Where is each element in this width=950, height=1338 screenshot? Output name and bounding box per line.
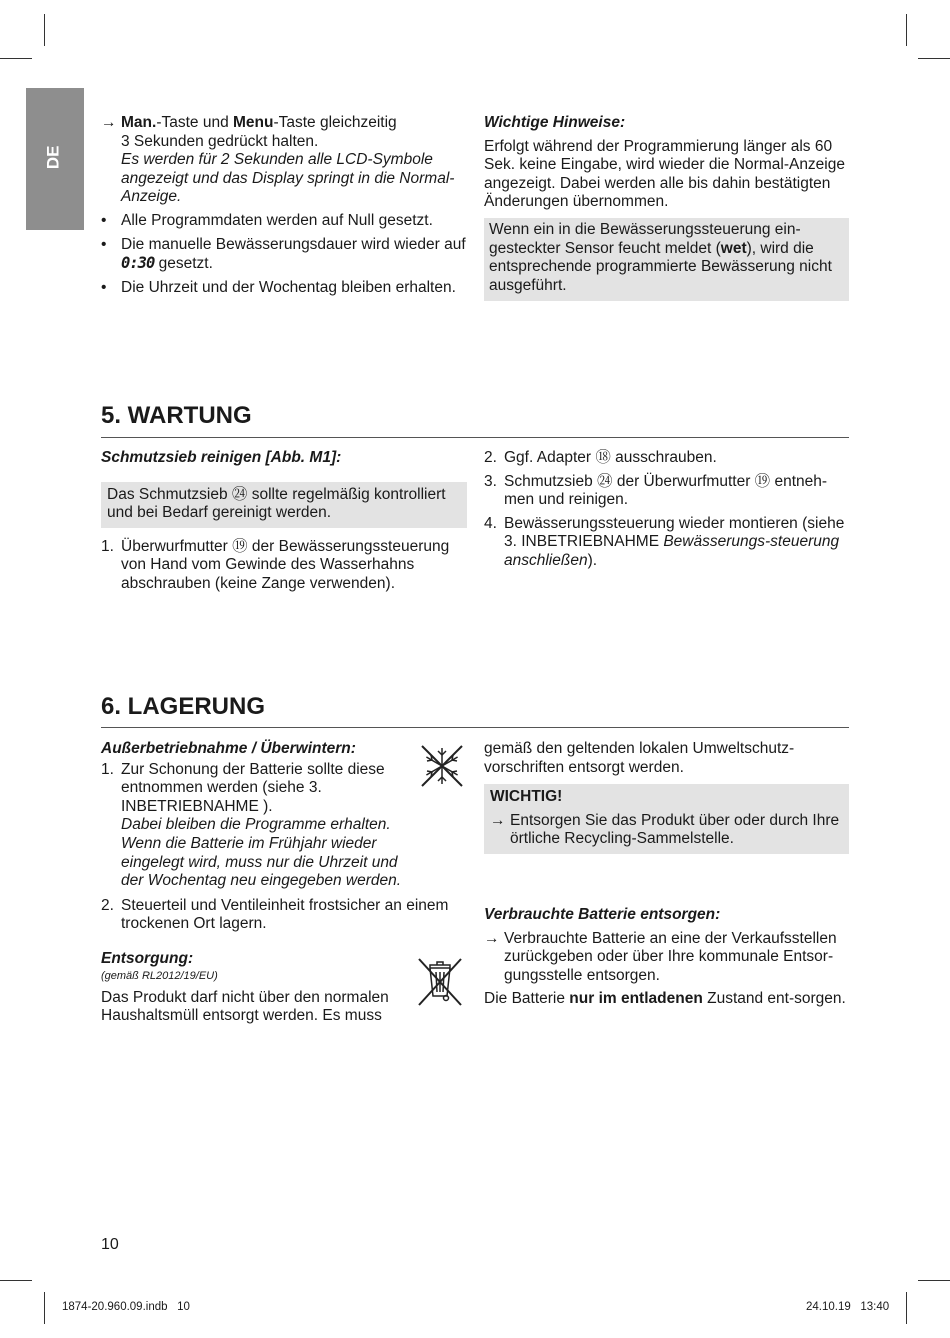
list-number: 4. [484,514,497,532]
bullet-icon: • [101,278,107,296]
menu-key-label: Menu [233,114,274,131]
crop-mark [44,14,45,46]
section5-subheading: Schmutzsieb reinigen [Abb. M1]: [101,449,342,466]
list-number: 2. [101,896,114,914]
crop-mark [918,58,950,59]
section6-subheading: Außerbetriebnahme / Überwintern: [101,740,356,757]
crop-mark [906,1292,907,1324]
man-key-label: Man. [121,114,157,131]
list-number: 1. [101,537,114,555]
section5-right-column [484,449,849,571]
disposal-note: (gemäß RL2012/19/EU) [101,969,218,982]
wet-label: wet [720,239,747,257]
crop-mark [918,1280,950,1281]
battery-text: Verbrauchte Batterie an eine der Verkaufsstellen zurückgeben oder über Ihre kommunale Entsor-gungsstelle entsorgen. [504,929,837,984]
list-number: 3. [484,472,497,490]
battery-final [484,990,849,1009]
arrow-icon: → [484,929,500,947]
text-fragment: -Taste gleichzeitig [273,114,397,131]
disposal-text: Das Produkt darf nicht über den normalen Haushaltsmüll entsorgt werden. Es muss [101,988,389,1025]
important-heading: WICHTIG! [490,788,563,806]
important-item [490,812,843,849]
important-box [484,784,849,854]
no-frost-icon [418,742,466,790]
crop-mark [906,14,907,46]
section-divider [101,437,849,438]
important-text: Entsorgen Sie das Produkt über oder durch Ihre örtliche Recycling-Sammelstelle. [510,811,840,848]
list-item [484,515,849,571]
bullet-item [101,279,467,298]
strainer-note-box [101,482,467,528]
bullet-text: Die Uhrzeit und der Wochentag bleiben erhalten. [121,278,456,296]
list-item [101,897,467,934]
bullet-item [101,236,467,274]
list-text: Schmutzsieb ㉔ der Überwurfmutter ⑲ entneh-men und reinigen. [504,472,828,509]
list-item [101,538,467,594]
top-left-column [101,114,467,297]
list-text: Ggf. Adapter ⑱ ausschrauben. [504,449,717,466]
crop-mark [44,1292,45,1324]
text-fragment: Die Batterie [484,990,570,1008]
list-text: Steuerteil und Ventileinheit frostsicher an einem trockenen Ort lagern. [121,896,449,933]
bullet-text: Alle Programmdaten werden auf Null gesetzt. [121,211,433,229]
battery-heading: Verbrauchte Batterie entsorgen: [484,905,721,923]
list-text: Zur Schonung der Batterie sollte diese entnommen werden (siehe 3. INBETRIEBNAHME ). [121,760,385,815]
text-fragment: -Taste und [156,114,233,131]
list-text: Überwurfmutter ⑲ der Bewässerungssteuerung von Hand vom Gewinde des Wasserhahns abschrauben (keine Zange verwenden). [121,537,450,592]
bullet-icon: • [101,211,107,229]
list-item [484,473,849,510]
step-note: Es werden für 2 Sekunden alle LCD-Symbole angezeigt und das Display springt in die Normal-Anzeige. [121,151,455,206]
list-note: Dabei bleiben die Programme erhalten. Wenn die Batterie im Frühjahr wieder eingelegt wird, muss nur die Uhrzeit und der Wochentag neu eingegeben werden. [121,816,402,890]
crossed-bin-icon [416,956,464,1008]
top-right-column [484,114,849,301]
language-tab-label: DE [43,145,63,170]
bullet-icon: • [101,235,107,253]
section-divider [101,727,849,728]
footer-timestamp: 24.10.19 13:40 [806,1301,890,1313]
text-fragment: ). [587,551,598,569]
section-title-lagerung: 6. LAGERUNG [101,693,266,720]
text-fragment: gesetzt. [154,255,213,273]
arrow-icon: → [101,114,117,131]
text-fragment: Die manuelle Bewässerungsdauer wird wieder auf [121,235,466,253]
sensor-note-box [484,218,849,301]
crop-mark [0,1280,32,1281]
list-number: 1. [101,760,114,778]
text-fragment: Zustand ent-sorgen. [702,990,846,1008]
reference-italic: Bewässerungs-steuerung anschließen [504,533,840,569]
footer-file-info: 1874-20.960.09.indb 10 [62,1301,190,1313]
step-arrow [101,114,467,207]
notes-heading: Wichtige Hinweise: [484,114,626,131]
battery-final-bold: nur im entladenen [569,990,703,1008]
notes-text: Erfolgt während der Programmierung länger als 60 Sek. keine Eingabe, wird wieder die Normal-Anzeige angezeigt. Dabei werden alle bis dahin bestätigten Änderungen übernommen. [484,137,845,211]
battery-item [484,930,849,986]
text-fragment: Bewässerungssteuerung wieder montieren (siehe 3. INBETRIEBNAHME [504,514,845,551]
list-number: 2. [484,449,497,466]
section5-left-column [101,449,467,594]
arrow-icon: → [490,811,506,829]
bullet-item [101,212,467,231]
disposal-heading: Entsorgung: [101,949,194,967]
section-title-wartung: 5. WARTUNG [101,402,252,429]
page-number: 10 [101,1236,119,1253]
language-tab [26,88,84,230]
section6-right-column [484,740,849,1009]
text-fragment: Wenn ein in die Bewässerungssteuerung ein-gesteckter Sensor feucht meldet ( [489,220,801,257]
disposal-continued: gemäß den geltenden lokalen Umweltschutz-vorschriften entsorgt werden. [484,740,795,776]
strainer-note-text: Das Schmutzsieb ㉔ sollte regelmäßig kontrolliert und bei Bedarf gereinigt werden. [107,485,446,522]
section6-left-column [101,740,467,1026]
lcd-value: 0:30 [121,254,155,273]
list-item [484,449,849,468]
crop-mark [0,58,32,59]
list-item [101,761,421,891]
text-fragment: 3 Sekunden gedrückt halten. [121,132,319,150]
text-fragment: ), wird die entsprechende programmierte Bewässerung nicht ausgeführt. [489,239,832,294]
